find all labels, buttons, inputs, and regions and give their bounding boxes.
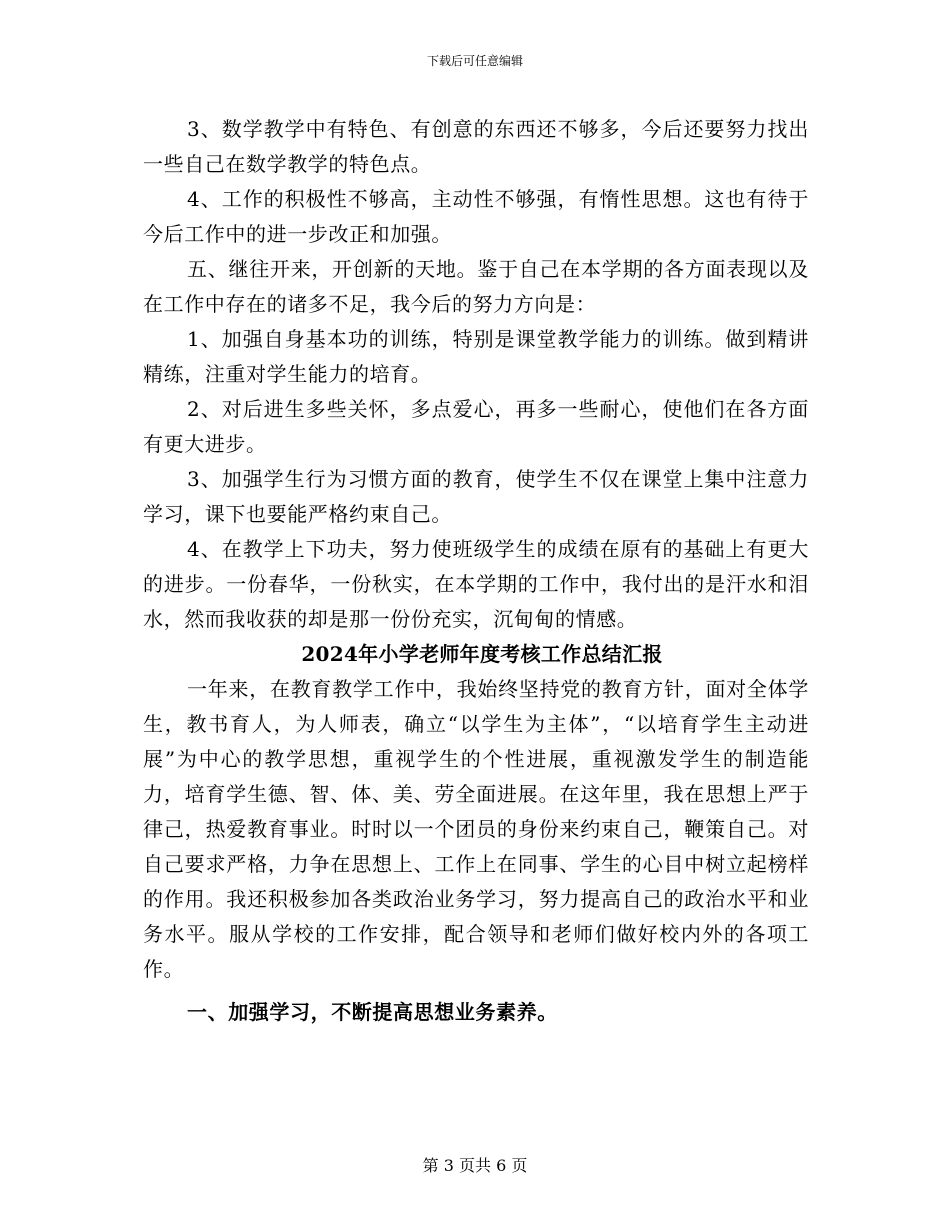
paragraph-direction-2: 2、对后进生多些关怀，多点爱心，再多一些耐心，使他们在各方面有更大进步。 (143, 397, 809, 456)
paragraph-improvement-4: 4、工作的积极性不够高，主动性不够强，有惰性思想。这也有待于今后工作中的进一步改正和加强。 (143, 187, 809, 246)
paragraph-improvement-3: 3、数学教学中有特色、有创意的东西还不够多，今后还要努力找出一些自己在数学教学的特色点。 (143, 117, 809, 176)
page-header: 下载后可任意编辑 (426, 54, 523, 68)
document-body (143, 112, 809, 1030)
paragraph-direction-1: 1、加强自身基本功的训练，特别是课堂教学能力的训练。做到精讲精练，注重对学生能力的培育。 (143, 327, 809, 386)
paragraph-section-five: 五、继往开来，开创新的天地。鉴于自己在本学期的各方面表现以及在工作中存在的诸多不足，我今后的努力方向是： (143, 257, 809, 316)
section-heading-one: 一、加强学习，不断提高思想业务素养。 (187, 1000, 558, 1024)
paragraph-intro: 一年来，在教育教学工作中，我始终坚持党的教育方针，面对全体学生，教书育人，为人师表，确立“以学生为主体”，“以培育学生主动进展”为中心的教学思想，重视学生的个性进展，重视激发学生的制造能力，培育学生德、智、体、美、劳全面进展。在这年里，我在思想上严于律己，热爱教育事业。时时以一个团员的身份来约束自己，鞭策自己。对自己要求严格，力争在思想上、工作上在同事、学生的心目中树立起榜样的作用。我还积极参加各类政治业务学习，努力提高自己的政治水平和业务水平。服从学校的工作安排，配合领导和老师们做好校内外的各项工作。 (143, 677, 809, 981)
page-footer: 第 3 页共 6 页 (422, 1156, 528, 1175)
document-title: 2024年小学老师年度考核工作总结汇报 (301, 642, 663, 666)
paragraph-direction-4: 4、在教学上下功夫，努力使班级学生的成绩在原有的基础上有更大的进步。一份春华，一份秋实，在本学期的工作中，我付出的是汗水和泪水，然而我收获的却是那一份份充实，沉甸甸的情感。 (143, 537, 809, 631)
paragraph-direction-3: 3、加强学生行为习惯方面的教育，使学生不仅在课堂上集中注意力学习，课下也要能严格约束自己。 (143, 467, 809, 526)
